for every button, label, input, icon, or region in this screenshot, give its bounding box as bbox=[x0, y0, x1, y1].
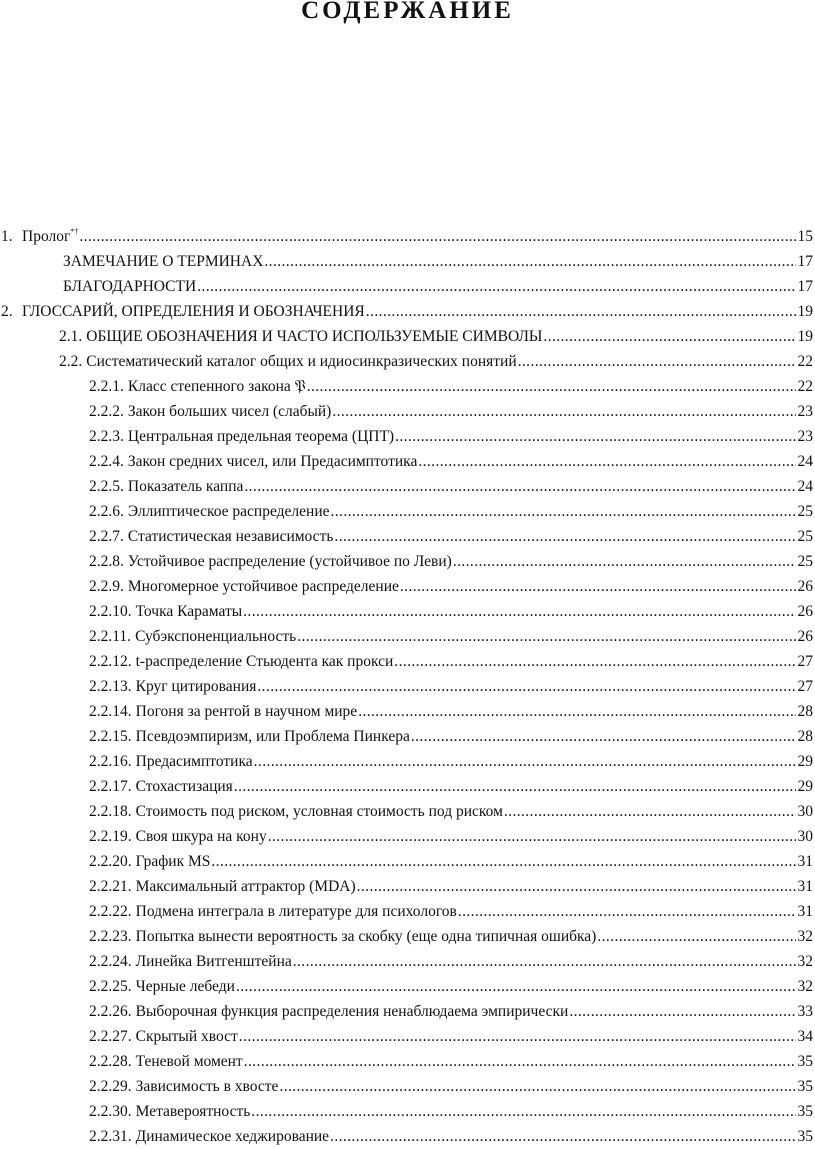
toc-entry-page-number: 27 bbox=[798, 649, 815, 674]
toc-entry-title bbox=[128, 399, 331, 424]
toc-entry[interactable] bbox=[0, 749, 815, 774]
toc-entry[interactable] bbox=[0, 699, 815, 724]
toc-entry-title-text: ГЛОССАРИЙ, ОПРЕДЕЛЕНИЯ И ОБОЗНАЧЕНИЯ bbox=[22, 303, 365, 320]
toc-entry-page-number: 19 bbox=[798, 299, 815, 324]
toc-entry-title bbox=[136, 1049, 243, 1074]
dot-leader bbox=[366, 299, 796, 324]
toc-entry-page-number: 26 bbox=[798, 574, 815, 599]
dot-leader bbox=[543, 324, 795, 349]
toc-entry[interactable] bbox=[0, 774, 815, 799]
toc-entry-title bbox=[136, 999, 569, 1024]
dot-leader bbox=[279, 1074, 795, 1099]
toc-entry-page-number: 30 bbox=[798, 799, 815, 824]
toc-entry-number: 2.2.5. bbox=[89, 474, 124, 499]
toc-entry-title bbox=[128, 574, 399, 599]
toc-entry-title-text: Линейка Витгенштейна bbox=[136, 953, 292, 970]
dot-leader bbox=[244, 474, 795, 499]
toc-entry-page-number: 35 bbox=[798, 1124, 815, 1149]
dot-leader bbox=[197, 274, 795, 299]
dot-leader bbox=[307, 374, 796, 399]
toc-entry-title bbox=[136, 724, 410, 749]
toc-entry-title bbox=[22, 299, 365, 324]
toc-entry[interactable] bbox=[0, 574, 815, 599]
toc-entry-title-text: Черные лебеди bbox=[136, 978, 235, 995]
toc-entry-number: 2.2.31. bbox=[89, 1124, 132, 1149]
toc-entry-title bbox=[136, 599, 243, 624]
toc-entry-number: 2.2.16. bbox=[89, 749, 132, 774]
dot-leader bbox=[400, 574, 796, 599]
toc-entry-page-number: 22 bbox=[798, 374, 815, 399]
dot-leader bbox=[79, 224, 795, 249]
toc-entry-number: 2.2.11. bbox=[89, 624, 131, 649]
toc-entry-title bbox=[136, 799, 503, 824]
toc-entry[interactable] bbox=[0, 674, 815, 699]
toc-entry[interactable] bbox=[0, 599, 815, 624]
toc-entry-title bbox=[22, 224, 78, 249]
toc-entry-number: 2.2.19. bbox=[89, 824, 132, 849]
dot-leader bbox=[394, 649, 795, 674]
toc-entry-title-text: Максимальный аттрактор (MDA) bbox=[136, 878, 356, 895]
dot-leader bbox=[357, 874, 796, 899]
toc-entry-title-text: Динамическое хеджирование bbox=[136, 1128, 329, 1145]
toc-entry-page-number: 29 bbox=[798, 749, 815, 774]
toc-entry[interactable] bbox=[0, 1099, 815, 1124]
toc-entry-title-text: Пролог bbox=[22, 228, 70, 245]
toc-entry-page-number: 31 bbox=[798, 899, 815, 924]
toc-entry-number: 2.2.27. bbox=[89, 1024, 132, 1049]
toc-entry-number: 2.2.4. bbox=[89, 449, 124, 474]
toc-entry-title-text: Предасимптотика bbox=[136, 753, 253, 770]
toc-entry-title bbox=[128, 374, 306, 399]
toc-entry-page-number: 26 bbox=[798, 599, 815, 624]
toc-entry-number: 1. bbox=[1, 224, 22, 249]
toc-entry[interactable] bbox=[0, 549, 815, 574]
toc-entry-title bbox=[136, 1024, 238, 1049]
toc-entry[interactable] bbox=[0, 299, 815, 324]
toc-entry-page-number: 32 bbox=[798, 924, 815, 949]
toc-entry[interactable] bbox=[0, 624, 815, 649]
toc-entry-number: 2.2.12. bbox=[89, 649, 132, 674]
toc-entry-title-text: Стоимость под риском, условная стоимость под риском bbox=[136, 803, 503, 820]
dot-leader bbox=[251, 1099, 795, 1124]
toc-entry-page-number: 24 bbox=[798, 449, 815, 474]
dot-leader bbox=[293, 949, 796, 974]
toc-entry-page-number: 17 bbox=[798, 249, 815, 274]
toc-entry-page-number: 25 bbox=[798, 549, 815, 574]
toc-entry[interactable] bbox=[0, 399, 815, 424]
toc-entry[interactable] bbox=[0, 1074, 815, 1099]
dot-leader bbox=[331, 499, 796, 524]
toc-entry[interactable] bbox=[0, 874, 815, 899]
dot-leader bbox=[330, 1124, 795, 1149]
toc-entry-title bbox=[136, 949, 292, 974]
dot-leader bbox=[264, 249, 795, 274]
toc-entry-page-number: 35 bbox=[798, 1099, 815, 1124]
toc-entry-title bbox=[136, 774, 233, 799]
toc-entry[interactable] bbox=[0, 949, 815, 974]
toc-entry[interactable] bbox=[0, 349, 815, 374]
toc-entry-page-number: 32 bbox=[798, 974, 815, 999]
toc-entry-title bbox=[136, 649, 394, 674]
dot-leader bbox=[334, 524, 795, 549]
toc-entry-number: 2.2.26. bbox=[89, 999, 132, 1024]
toc-entry-number: 2.2.24. bbox=[89, 949, 132, 974]
toc-entry-page-number: 30 bbox=[798, 824, 815, 849]
dot-leader bbox=[257, 674, 795, 699]
toc-entry-title bbox=[136, 899, 457, 924]
toc-entry[interactable] bbox=[0, 799, 815, 824]
toc-entry-title-text: Класс степенного закона 𝔓 bbox=[128, 378, 306, 395]
footnote-marker: *† bbox=[70, 227, 78, 236]
toc-entry-title bbox=[128, 524, 334, 549]
toc-entry-title-text: Статистическая независимость bbox=[128, 528, 334, 545]
toc-entry-number: 2.2.25. bbox=[89, 974, 132, 999]
toc-entry[interactable] bbox=[0, 524, 815, 549]
toc-entry-title-text: Подмена интеграла в литературе для психологов bbox=[136, 903, 457, 920]
toc-entry-number: 2.2.8. bbox=[89, 549, 124, 574]
toc-entry[interactable] bbox=[0, 849, 815, 874]
toc-entry-page-number: 22 bbox=[798, 349, 815, 374]
toc-entry[interactable] bbox=[0, 1124, 815, 1149]
toc-entry-title-text: Эллиптическое распределение bbox=[128, 503, 330, 520]
toc-entry-title-text: График MS bbox=[136, 853, 211, 870]
toc-entry-title-text: Метавероятность bbox=[136, 1103, 251, 1120]
toc-entry[interactable] bbox=[0, 449, 815, 474]
toc-entry-page-number: 25 bbox=[798, 524, 815, 549]
toc-entry-number: 2.2.23. bbox=[89, 924, 132, 949]
toc-entry[interactable] bbox=[0, 274, 815, 299]
toc-entry-page-number: 28 bbox=[798, 699, 815, 724]
dot-leader bbox=[332, 399, 795, 424]
toc-entry-title bbox=[136, 824, 267, 849]
toc-entry-number: 2.2.10. bbox=[89, 599, 132, 624]
toc-entry-title-text: Точка Караматы bbox=[136, 603, 243, 620]
toc-entry-title-text: ЗАМЕЧАНИЕ О ТЕРМИНАХ bbox=[63, 253, 263, 270]
toc-entry-page-number: 25 bbox=[798, 499, 815, 524]
toc-entry-number: 2.2.21. bbox=[89, 874, 132, 899]
dot-leader bbox=[236, 974, 796, 999]
dot-leader bbox=[518, 349, 796, 374]
toc-entry-title-text: Своя шкура на кону bbox=[136, 828, 267, 845]
dot-leader bbox=[239, 1024, 796, 1049]
toc-entry-title bbox=[136, 674, 257, 699]
dot-leader bbox=[254, 749, 796, 774]
toc-entry-page-number: 29 bbox=[798, 774, 815, 799]
toc-entry[interactable] bbox=[0, 499, 815, 524]
dot-leader bbox=[395, 424, 795, 449]
toc-entry-page-number: 34 bbox=[798, 1024, 815, 1049]
toc-entry-number: 2.2.14. bbox=[89, 699, 132, 724]
toc-entry[interactable] bbox=[0, 649, 815, 674]
toc-entry-number: 2.2.22. bbox=[89, 899, 132, 924]
toc-entry-number: 2. bbox=[1, 299, 22, 324]
page-title: СОДЕРЖАНИЕ bbox=[0, 0, 815, 26]
toc-entry-title-text: Стохастизация bbox=[136, 778, 233, 795]
toc-entry-page-number: 35 bbox=[798, 1049, 815, 1074]
toc-entry-number: 2.2.3. bbox=[89, 424, 124, 449]
toc-entry-title bbox=[136, 1124, 329, 1149]
toc-entry-title bbox=[136, 1074, 279, 1099]
toc-entry-title bbox=[135, 624, 296, 649]
toc-entry-page-number: 23 bbox=[798, 424, 815, 449]
toc-entry-title-text: Погоня за рентой в научном мире bbox=[136, 703, 358, 720]
toc-entry-number: 2.2.7. bbox=[89, 524, 124, 549]
toc-entry-number: 2.2.6. bbox=[89, 499, 124, 524]
toc-entry-title-text: t-распределение Стьюдента как прокси bbox=[136, 653, 394, 670]
dot-leader bbox=[234, 774, 796, 799]
toc-entry-title-text: Закон средних чисел, или Предасимптотика bbox=[128, 453, 417, 470]
dot-leader bbox=[411, 724, 796, 749]
toc-entry-title-text: Попытка вынести вероятность за скобку (еще одна типичная ошибка) bbox=[136, 928, 597, 945]
toc-entry[interactable] bbox=[0, 249, 815, 274]
toc-entry-title-text: ОБЩИЕ ОБОЗНАЧЕНИЯ И ЧАСТО ИСПОЛЬЗУЕМЫЕ СИМВОЛЫ bbox=[86, 328, 542, 345]
toc-entry-title-text: Устойчивое распределение (устойчивое по Леви) bbox=[128, 553, 452, 570]
toc-entry[interactable] bbox=[0, 824, 815, 849]
toc-entry-title bbox=[136, 699, 358, 724]
toc-entry-title bbox=[136, 974, 235, 999]
toc-entry-page-number: 31 bbox=[798, 874, 815, 899]
toc-entry-number: 2.2.20. bbox=[89, 849, 132, 874]
toc-entry-title-text: Многомерное устойчивое распределение bbox=[128, 578, 399, 595]
toc-entry-page-number: 17 bbox=[798, 274, 815, 299]
toc-entry-number: 2.2.9. bbox=[89, 574, 124, 599]
dot-leader bbox=[211, 849, 795, 874]
toc-entry-title-text: Субэкспоненциальность bbox=[135, 628, 296, 645]
toc-entry-title bbox=[128, 474, 244, 499]
toc-entry-number: 2.2.15. bbox=[89, 724, 132, 749]
toc-entry-title bbox=[128, 424, 394, 449]
toc-entry-title-text: Скрытый хвост bbox=[136, 1028, 238, 1045]
toc-entry-page-number: 33 bbox=[798, 999, 815, 1024]
toc-entry-title bbox=[63, 274, 196, 299]
toc-entry-number: 2.2.17. bbox=[89, 774, 132, 799]
toc-entry-title-text: Теневой момент bbox=[136, 1053, 243, 1070]
dot-leader bbox=[453, 549, 796, 574]
toc-entry-page-number: 32 bbox=[798, 949, 815, 974]
toc-entry-page-number: 23 bbox=[798, 399, 815, 424]
toc-entry-title bbox=[128, 499, 330, 524]
dot-leader bbox=[504, 799, 796, 824]
toc-entry-title bbox=[63, 249, 263, 274]
toc-entry-title bbox=[86, 324, 542, 349]
toc-entry-title bbox=[128, 449, 417, 474]
table-of-contents bbox=[0, 224, 815, 1149]
toc-entry-title bbox=[86, 349, 516, 374]
toc-entry[interactable] bbox=[0, 474, 815, 499]
dot-leader bbox=[268, 824, 796, 849]
toc-entry-page-number: 19 bbox=[798, 324, 815, 349]
toc-entry-number: 2.2.30. bbox=[89, 1099, 132, 1124]
toc-entry-title-text: Псевдоэмпиризм, или Проблема Пинкера bbox=[136, 728, 410, 745]
toc-entry[interactable] bbox=[0, 999, 815, 1024]
toc-entry[interactable] bbox=[0, 924, 815, 949]
toc-entry[interactable] bbox=[0, 324, 815, 349]
dot-leader bbox=[418, 449, 795, 474]
dot-leader bbox=[458, 899, 796, 924]
toc-entry-title bbox=[136, 874, 356, 899]
toc-entry[interactable] bbox=[0, 424, 815, 449]
toc-entry-title-text: Зависимость в хвосте bbox=[136, 1078, 279, 1095]
toc-entry-page-number: 15 bbox=[798, 224, 815, 249]
toc-entry-page-number: 24 bbox=[798, 474, 815, 499]
toc-entry-title-text: Систематический каталог общих и идиосинкразических понятий bbox=[86, 353, 516, 370]
toc-entry[interactable] bbox=[0, 724, 815, 749]
toc-entry-page-number: 31 bbox=[798, 849, 815, 874]
toc-entry[interactable] bbox=[0, 899, 815, 924]
toc-entry-title bbox=[128, 549, 452, 574]
dot-leader bbox=[358, 699, 795, 724]
toc-entry-number: 2.2.18. bbox=[89, 799, 132, 824]
toc-entry-title-text: БЛАГОДАРНОСТИ bbox=[63, 278, 196, 295]
toc-entry-title bbox=[136, 849, 211, 874]
toc-entry-title-text: Центральная предельная теорема (ЦПТ) bbox=[128, 428, 394, 445]
dot-leader bbox=[297, 624, 795, 649]
toc-entry-number: 2.2.1. bbox=[89, 374, 124, 399]
toc-entry-page-number: 35 bbox=[798, 1074, 815, 1099]
toc-entry-title-text: Закон больших чисел (слабый) bbox=[128, 403, 331, 420]
toc-entry[interactable] bbox=[0, 224, 815, 249]
toc-entry[interactable] bbox=[0, 974, 815, 999]
dot-leader bbox=[244, 1049, 796, 1074]
toc-entry-number: 2.2.13. bbox=[89, 674, 132, 699]
toc-entry[interactable] bbox=[0, 374, 815, 399]
toc-entry-title bbox=[136, 749, 253, 774]
toc-entry-page-number: 28 bbox=[798, 724, 815, 749]
toc-entry-page-number: 26 bbox=[798, 624, 815, 649]
dot-leader bbox=[243, 599, 795, 624]
toc-entry-number: 2.2.28. bbox=[89, 1049, 132, 1074]
toc-entry[interactable] bbox=[0, 1049, 815, 1074]
toc-entry-title-text: Выборочная функция распределения ненаблюдаема эмпирически bbox=[136, 1003, 569, 1020]
toc-entry-title bbox=[136, 924, 597, 949]
toc-entry-title bbox=[136, 1099, 251, 1124]
dot-leader bbox=[597, 924, 795, 949]
toc-entry[interactable] bbox=[0, 1024, 815, 1049]
toc-entry-number: 2.2.2. bbox=[89, 399, 124, 424]
toc-entry-page-number: 27 bbox=[798, 674, 815, 699]
toc-entry-number: 2.1. bbox=[59, 324, 82, 349]
toc-entry-number: 2.2.29. bbox=[89, 1074, 132, 1099]
toc-entry-title-text: Круг цитирования bbox=[136, 678, 257, 695]
dot-leader bbox=[569, 999, 795, 1024]
toc-entry-number: 2.2. bbox=[59, 349, 82, 374]
toc-entry-title-text: Показатель каппа bbox=[128, 478, 244, 495]
